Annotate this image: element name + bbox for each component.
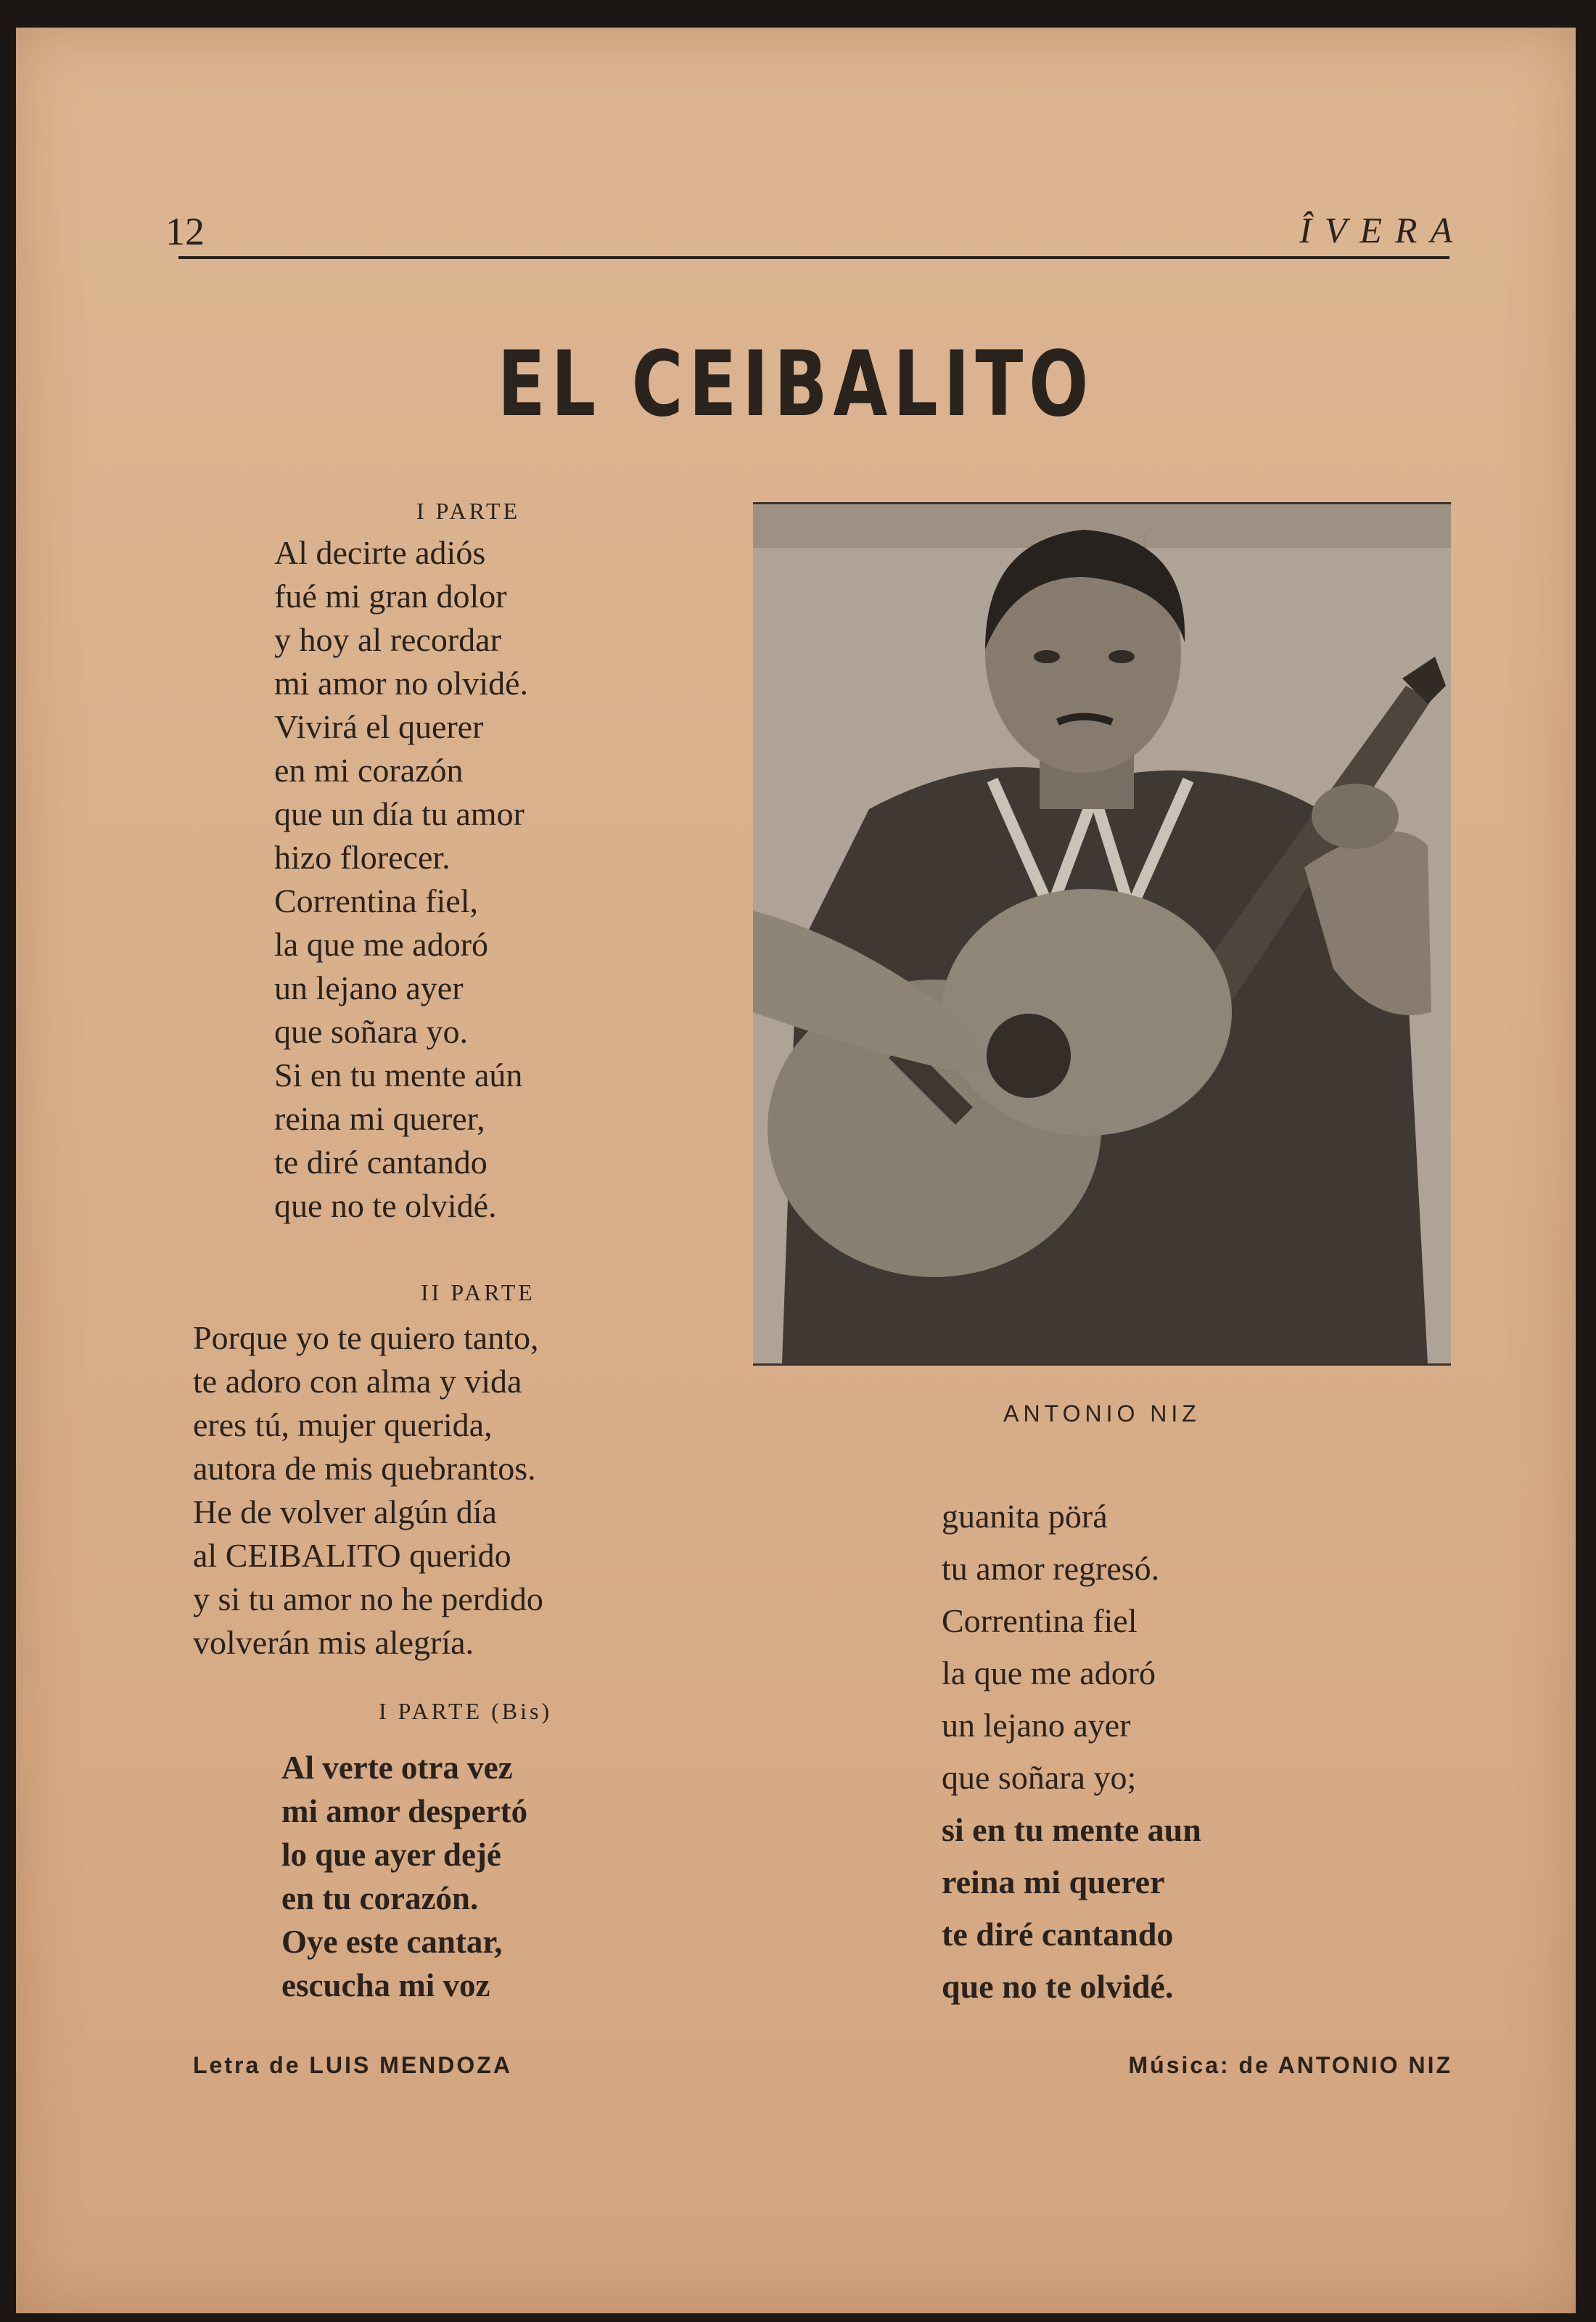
part-1-verse	[274, 531, 528, 1228]
verse-line: He de volver algún día	[193, 1493, 497, 1530]
verse-line: volverán mis alegría.	[193, 1624, 474, 1661]
verse-line: un lejano ayer	[274, 969, 464, 1006]
verse-line: Correntina fiel,	[274, 882, 479, 919]
page-number: 12	[165, 210, 205, 253]
verse-line: la que me adoró	[942, 1654, 1156, 1691]
verse-line: te adoro con alma y vida	[193, 1363, 522, 1400]
verse-line: que soñara yo.	[274, 1013, 468, 1050]
guitarist-photo	[753, 502, 1451, 1366]
verse-line: Oye este cantar,	[281, 1924, 503, 1960]
guitarist-illustration	[753, 504, 1451, 1363]
verse-line: mi amor no olvidé.	[274, 665, 529, 702]
verse-line: lo que ayer dejé	[281, 1837, 501, 1873]
publication-title: ÎVERA	[1299, 210, 1465, 250]
verse-line: y hoy al recordar	[274, 621, 501, 658]
verse-line: tu amor regresó.	[942, 1550, 1160, 1587]
verse-line: mi amor despertó	[281, 1793, 528, 1829]
verse-line: te diré cantando	[274, 1144, 488, 1181]
verse-line: eres tú, mujer querida,	[193, 1406, 493, 1443]
verse-line: que soñara yo;	[942, 1759, 1137, 1796]
verse-line: la que me adoró	[274, 926, 489, 963]
verse-line: Al verte otra vez	[281, 1749, 513, 1786]
photo-tint	[753, 504, 1451, 1363]
verse-line: Vivirá el querer	[274, 708, 484, 745]
right-column-verse	[942, 1495, 1201, 2017]
magazine-page	[16, 28, 1576, 2313]
verse-line: Al decirte adiós	[274, 534, 486, 571]
verse-line: que no te olvidé.	[274, 1187, 497, 1224]
song-title: EL CEIBALITO	[497, 332, 1095, 437]
part-2-label: II PARTE	[421, 1279, 535, 1305]
verse-line: Porque yo te quiero tanto,	[193, 1319, 539, 1356]
verse-line: en tu corazón.	[281, 1880, 479, 1916]
verse-line: en mi corazón	[274, 752, 464, 789]
part-1-label: I PARTE	[416, 498, 521, 524]
verse-line: hizo florecer.	[274, 839, 451, 876]
verse-line: autora de mis quebrantos.	[193, 1450, 536, 1487]
verse-line: reina mi querer,	[274, 1100, 485, 1137]
verse-line: un lejano ayer	[942, 1707, 1131, 1744]
verse-line: escucha mi voz	[281, 1967, 490, 2003]
part-3-verse	[281, 1746, 527, 2007]
part-2-verse	[193, 1316, 543, 1665]
verse-line: reina mi querer	[942, 1863, 1165, 1900]
verse-line: si en tu mente aun	[942, 1811, 1201, 1848]
verse-line: te diré cantando	[942, 1916, 1174, 1953]
verse-line: que un día tu amor	[274, 795, 525, 832]
verse-line: Correntina fiel	[942, 1602, 1138, 1639]
verse-line: guanita pörá	[942, 1498, 1108, 1535]
verse-line: fué mi gran dolor	[274, 578, 507, 615]
lyrics-credit: Letra de LUIS MENDOZA	[193, 2052, 512, 2078]
verse-line: Si en tu mente aún	[274, 1057, 523, 1094]
verse-line: y si tu amor no he perdido	[193, 1580, 543, 1617]
part-3-label: I PARTE (Bis)	[379, 1698, 553, 1724]
photo-caption: ANTONIO NIZ	[1003, 1400, 1201, 1427]
music-credit: Música: de ANTONIO NIZ	[1128, 2052, 1452, 2078]
verse-line: que no te olvidé.	[942, 1968, 1174, 2005]
verse-line: al CEIBALITO querido	[193, 1537, 511, 1574]
header-rule	[178, 256, 1449, 259]
